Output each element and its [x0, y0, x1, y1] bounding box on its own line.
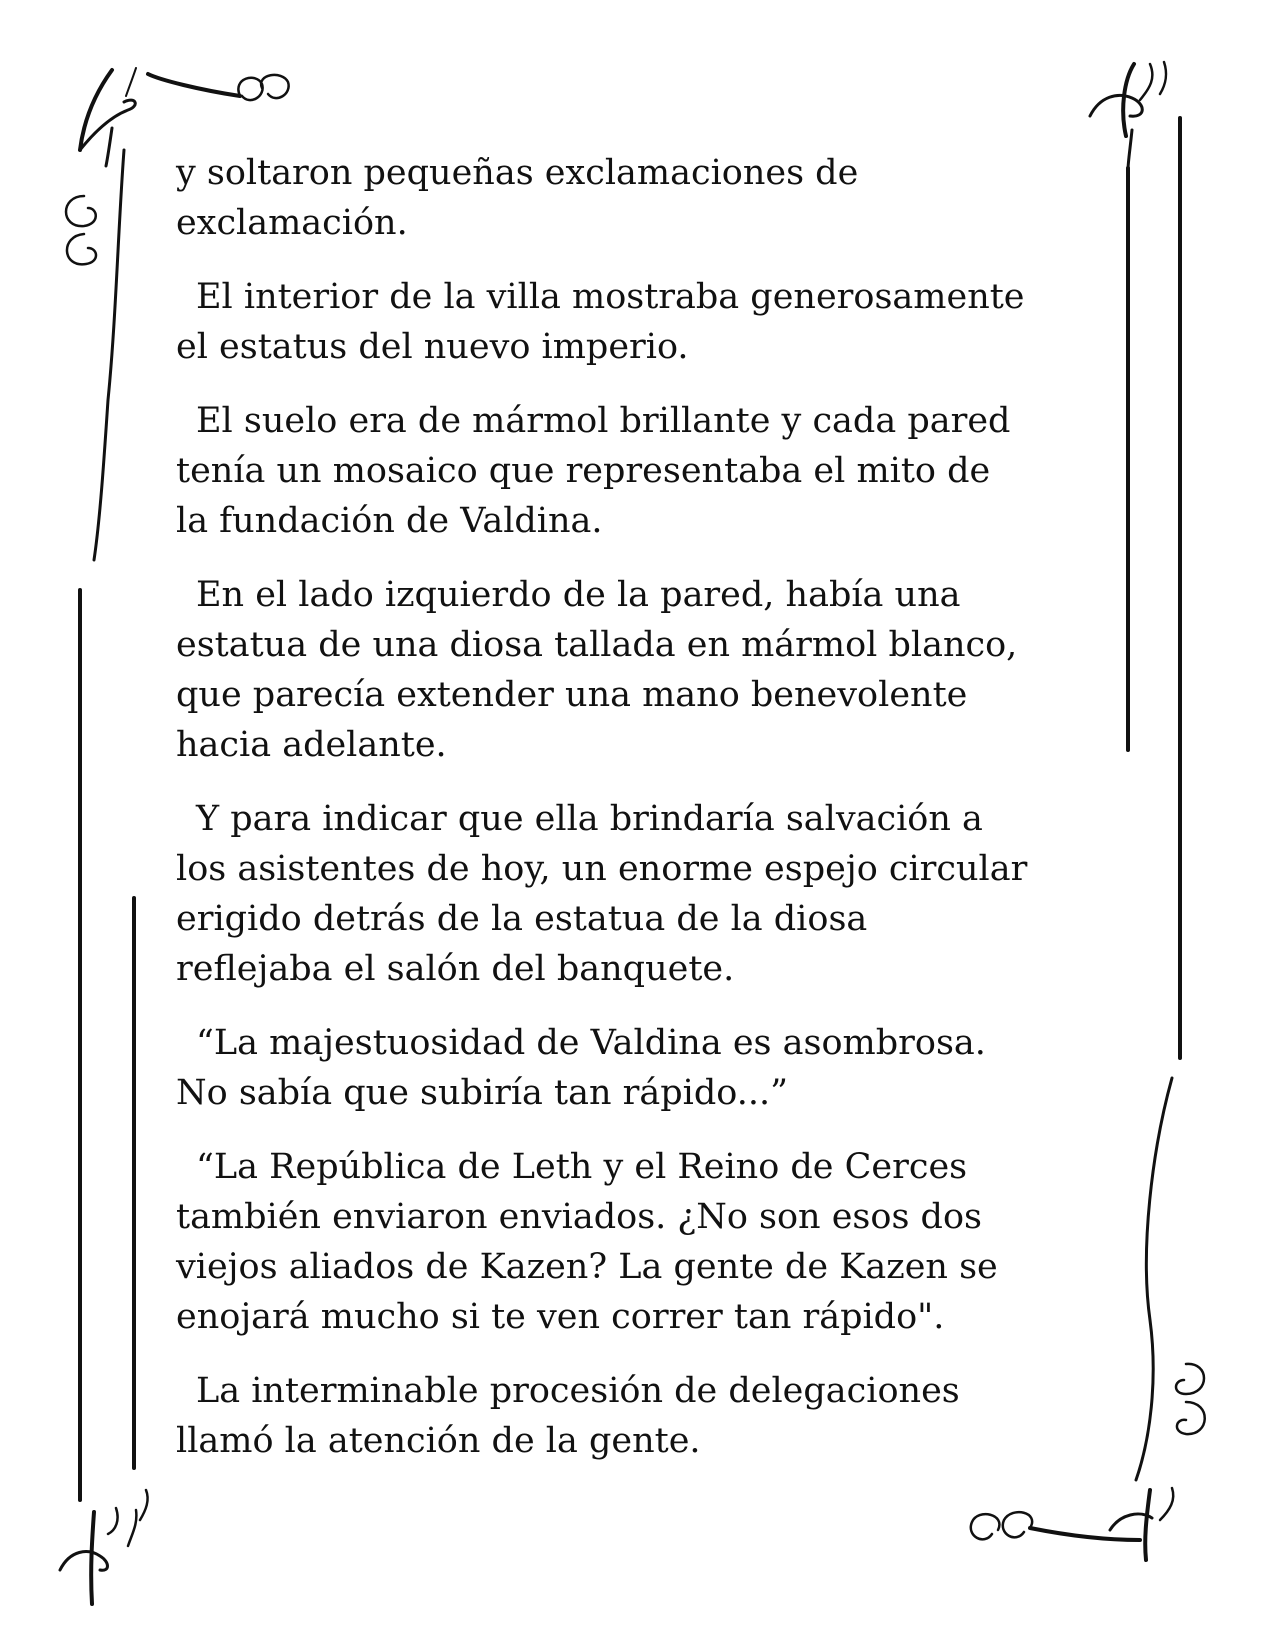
- paragraph: “La República de Leth y el Reino de Cerces también enviaron enviados. ¿No son esos dos viejos aliados de Kazen? La gente de Kazen se enojará mucho si te ven correr tan rápido".: [176, 1147, 998, 1337]
- paragraph: En el lado izquierdo de la pared, había una estatua de una diosa tallada en mármol blanco, que parecía extender una mano benevolente hacia adelante.: [176, 575, 1018, 765]
- paragraph: La interminable procesión de delegaciones llamó la atención de la gente.: [176, 1371, 960, 1461]
- paragraph: Y para indicar que ella brindaría salvación a los asistentes de hoy, un enorme espejo circular erigido detrás de la estatua de la diosa reflejaba el salón del banquete.: [176, 799, 1028, 989]
- paragraph: y soltaron pequeñas exclamaciones de exclamación.: [176, 153, 859, 243]
- page-body-text: [176, 148, 1116, 1490]
- paragraph: El suelo era de mármol brillante y cada pared tenía un mosaico que representaba el mito de la fundación de Valdina.: [176, 401, 1011, 541]
- paragraph: El interior de la villa mostraba generosamente el estatus del nuevo imperio.: [176, 277, 1025, 367]
- paragraph: “La majestuosidad de Valdina es asombrosa. No sabía que subiría tan rápido...”: [176, 1023, 986, 1113]
- bottom-left-flourish-icon: [60, 1490, 148, 1604]
